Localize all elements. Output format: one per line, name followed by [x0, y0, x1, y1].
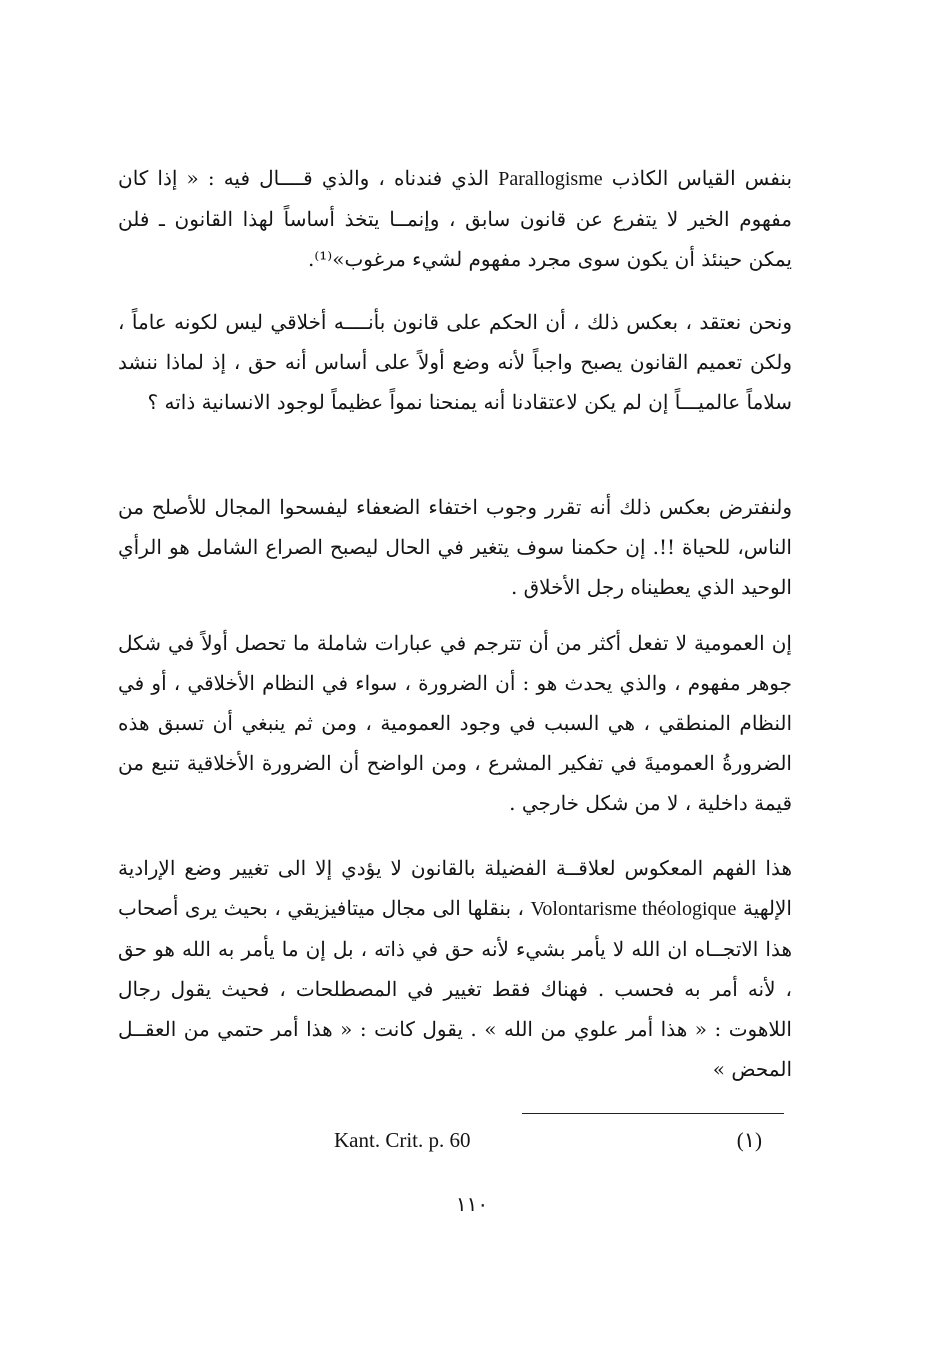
paragraph-2 [118, 302, 792, 422]
paragraph-1-after: الذي فندناه ، والذي قــــال فيه : « إذا كان مفهوم الخير لا يتفرع عن قانون سابق ، وإنمــا يتخذ أساساً لهذا القانون ـ فلن يمكن حينئذ أن يكون سوى مجرد مفهوم لشيء مرغوب»⁽¹⁾. [118, 166, 792, 271]
footnote-text: Kant. Crit. p. 60 [334, 1128, 471, 1152]
paragraph-5-text [118, 848, 792, 1089]
paragraph-4-text: إن العمومية لا تفعل أكثر من أن تترجم في عبارات شاملة ما تحصل أولاً في شكل جوهر مفهوم ، والذي يحدث هو : أن الضرورة ، سواء في النظام الأخلاقي ، أو في النظام المنطقي ، هي السبب في وجود العمومية ، ومن ثم ينبغي أن تسبق هذه الضرورةُ العموميةَ في تفكير المشرع ، ومن الواضح أن الضرورة الأخلاقية تنبع من قيمة داخلية ، لا من شكل خارجي . [118, 631, 792, 815]
paragraph-1-before: بنفس القياس الكاذب [611, 166, 793, 190]
footnote-divider [522, 1113, 784, 1114]
paragraph-1 [118, 158, 792, 279]
paragraph-4 [118, 623, 792, 823]
paragraph-5-latin-term: Volontarisme théologique [530, 898, 737, 920]
footnote [118, 1128, 792, 1162]
paragraph-3-text: ولنفترض بعكس ذلك أنه تقرر وجوب اختفاء الضعفاء ليفسحوا المجال للأصلح من الناس، للحياة !!. إن حكمنا سوف يتغير في الحال ليصبح الصراع الشامل هو الرأي الوحيد الذي يعطيناه رجل الأخلاق . [118, 495, 792, 599]
paragraph-1-text [118, 158, 792, 279]
paragraph-3 [118, 487, 792, 607]
page-number: ١١٠ [455, 1192, 489, 1216]
paragraph-5 [118, 848, 792, 1089]
footnote-number: (١) [736, 1128, 762, 1152]
paragraph-2-text: ونحن نعتقد ، بعكس ذلك ، أن الحكم على قانون بأنــــه أخلاقي ليس لكونه عاماً ، ولكن تعميم القانون يصبح واجباً لأنه وضع أولاً على أساس أنه حق ، إذ لماذا ننشد سلاماً عالميـــاً إن لم يكن لاعتقادنا أنه يمنحنا نمواً عظيماً لوجود الانسانية ذاته ؟ [118, 310, 792, 414]
paragraph-5-before: هذا الفهم المعكوس لعلاقــة الفضيلة بالقانون لا يؤدي إلا الى تغيير وضع الإرادية الإلهية [118, 856, 792, 920]
paragraph-1-latin-term: Parallogisme [498, 168, 603, 190]
paragraph-5-after: ، بنقلها الى مجال ميتافيزيقي ، بحيث يرى أصحاب هذا الاتجــاه ان الله لا يأمر بشيء لأنه حق في ذاته ، بل إن ما يأمر به الله هو حق ، لأنه أمر به فحسب . فهناك فقط تغيير في المصطلحات ، فحيث يقول رجال اللاهوت : « هذا أمر علوي من الله » . يقول كانت : « هذا أمر حتمي من العقــل المحض » [118, 896, 792, 1081]
